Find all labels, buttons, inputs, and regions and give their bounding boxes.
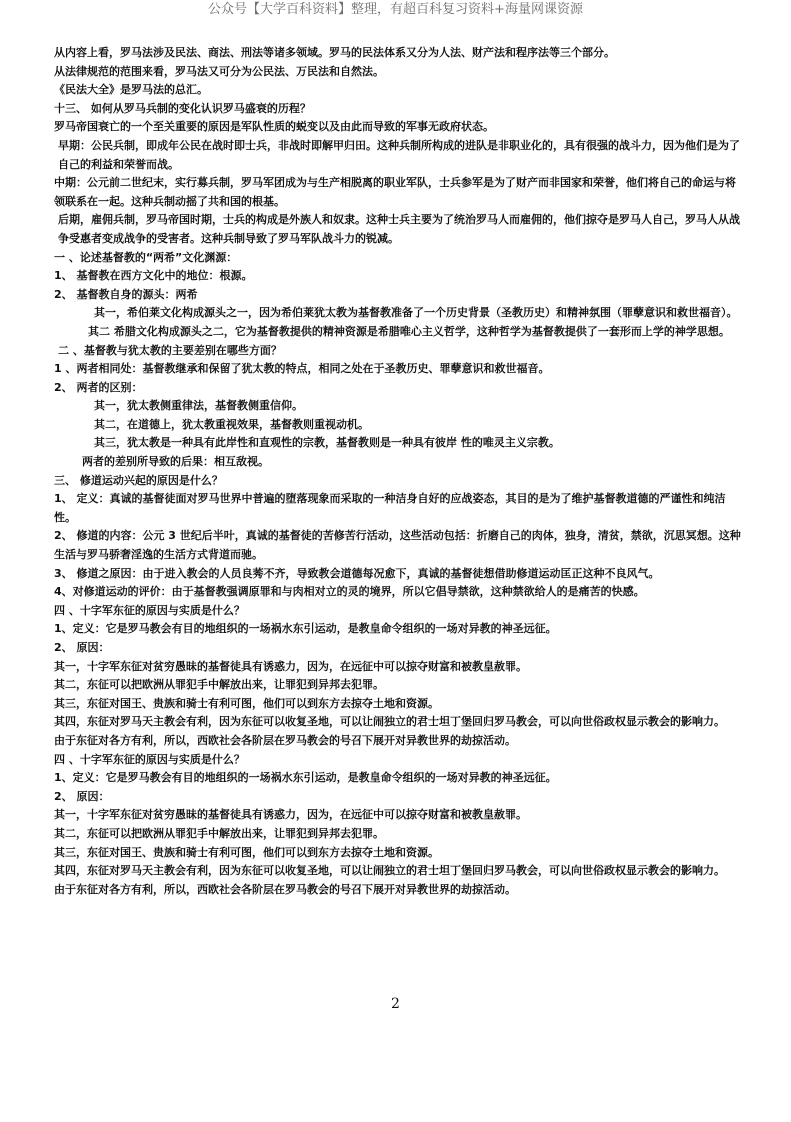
list-item: 2、 修道的内容：公元 3 世纪后半叶，真诚的基督徒的苦修苦行活动，这些活动包括：折磨自己的肉体，独身，清贫，禁欲，沉思冥想。这种生活与罗马骄奢淫逸的生活方式背道而驰。	[54, 529, 741, 562]
paragraph: 其一，希伯莱文化构成源头之一，因为希伯莱犹太教为基督教准备了一个历史背景（圣教历史）和精神氛围（罪孽意识和救世福音）。	[94, 306, 738, 320]
list-item: 1 、两者相同处：基督教继承和保留了犹太教的特点，相同之处在于圣教历史、罪孽意识和救世福音。	[54, 362, 550, 376]
list-item: 1、定义：它是罗马教会有目的地组织的一场祸水东引运动，是教皇命令组织的一场对异教的神圣远征。	[54, 771, 557, 785]
paragraph: 早期：公民兵制，即成年公民在战时即士兵，非战时即解甲归田。这种兵制所构成的进队是非职业化的，具有很强的战斗力，因为他们是为了自己的利益和荣誉而战。	[58, 138, 740, 171]
page-number: 2	[391, 996, 400, 1012]
paragraph: 其二，东征可以把欧洲从罪犯手中解放出来，让罪犯到异邦去犯罪。	[54, 826, 384, 840]
paragraph: 中期：公元前二世纪末，实行募兵制，罗马军团成为与生产相脱离的职业军队，士兵参军是为了财产而非国家和荣誉，他们将自己的命运与将领联系在一起。这种兵制动摇了共和国的根基。	[54, 176, 736, 208]
paragraph: 由于东征对各方有利，所以，西欧社会各阶层在罗马教会的号召下展开对异教世界的劫掠活动。	[54, 733, 516, 747]
list-item: 2、 两者的区别：	[54, 380, 143, 394]
page-header: 公众号【大学百科资料】整理，有超百科复习资料+海量网课资源	[208, 2, 583, 17]
section-heading: 十三、 如何从罗马兵制的变化认识罗马盛衰的历程？	[54, 101, 311, 115]
paragraph: 其二，东征可以把欧洲从罪犯手中解放出来，让罪犯到异邦去犯罪。	[54, 678, 384, 692]
section-heading: 一 、论述基督教的“两希”文化渊源：	[54, 250, 238, 264]
list-item: 2、 原因：	[54, 641, 110, 654]
paragraph: 后期，雇佣兵制，罗马帝国时期，士兵的构成是外族人和奴隶。这种士兵主要为了统治罗马人而雇佣的，他们掠夺是罗马人自己，罗马人从战争受惠者变成战争的受害者。这种兵制导致了罗马军队战斗力的锐减。	[58, 213, 740, 245]
list-item: 4、对修道运动的评价：由于基督教强调原罪和与肉相对立的灵的境界，所以它倡导禁欲，这种禁欲给人的是痛苦的快感。	[54, 585, 645, 599]
list-item: 3、 修道之原因：由于进入教会的人员良莠不齐，导致教会道德每况愈下，真诚的基督徒想借助修道运动匡正这种不良风气。	[54, 566, 660, 580]
paragraph: 《民法大全》是罗马法的总汇。	[54, 83, 208, 97]
paragraph: 其三，东征对国王、贵族和骑士有利可图，他们可以到东方去掠夺土地和资源。	[54, 845, 439, 859]
paragraph: 其四，东征对罗马天主教会有利，因为东征可以收复圣地，可以让闹独立的君士坦丁堡回归罗马教会，可以向世俗政权显示教会的影响力。	[54, 864, 725, 878]
paragraph: 其三，犹太教是一种具有此岸性和直观性的宗教，基督教则是一种具有彼岸 性的唯灵主义宗教。	[94, 436, 560, 450]
paragraph: 由于东征对各方有利，所以，西欧社会各阶层在罗马教会的号召下展开对异教世界的劫掠活动。	[54, 882, 516, 896]
list-item: 2、 原因：	[54, 789, 110, 803]
section-heading: 二 、基督教与犹太教的主要差别在哪些方面？	[58, 343, 282, 357]
paragraph: 其一，十字军东征对贫穷愚昧的基督徒具有诱惑力，因为，在远征中可以掠夺财富和被教皇赦罪。	[54, 659, 527, 673]
paragraph: 两者的差别所导致的后果：相互敌视。	[82, 455, 269, 469]
section-heading: 四 、十字军东征的原因与实质是什么？	[54, 603, 245, 617]
document-body	[54, 44, 744, 899]
list-item: 1、 定义：真诚的基督徒面对罗马世界中普遍的堕落现象而采取的一种洁身自好的应战姿态，其目的是为了维护基督教道德的严谨性和纯洁性。	[54, 492, 726, 524]
paragraph: 其一，十字军东征对贫穷愚昧的基督徒具有诱惑力，因为，在远征中可以掠夺财富和被教皇赦罪。	[54, 808, 527, 822]
section-heading: 四 、十字军东征的原因与实质是什么？	[54, 752, 245, 766]
paragraph: 其四，东征对罗马天主教会有利，因为东征可以收复圣地，可以让闹独立的君士坦丁堡回归罗马教会，可以向世俗政权显示教会的影响力。	[54, 715, 725, 729]
list-item: 1、定义：它是罗马教会有目的地组织的一场祸水东引运动，是教皇命令组织的一场对异教的神圣远征。	[54, 622, 557, 636]
paragraph: 从内容上看，罗马法涉及民法、商法、刑法等诸多领域。罗马的民法体系又分为人法、财产法和程序法等三个部分。	[54, 46, 615, 59]
paragraph: 其二，在道德上，犹太教重视效果，基督教则重视动机。	[94, 417, 369, 431]
list-item: 2、 基督教自身的源头：两希	[54, 287, 198, 301]
paragraph: 从法律规范的范围来看，罗马法又可分为公民法、万民法和自然法。	[54, 64, 384, 78]
section-heading: 三、 修道运动兴起的原因是什么？	[54, 473, 223, 487]
paragraph: 其一，犹太教侧重律法，基督教侧重信仰。	[94, 399, 303, 413]
paragraph: 其二 希腊文化构成源头之二，它为基督教提供的精神资源是希腊唯心主义哲学，这种哲学为基督教提供了一套形而上学的神学思想。	[88, 324, 730, 338]
paragraph: 其三，东征对国王、贵族和骑士有利可图，他们可以到东方去掠夺土地和资源。	[54, 696, 439, 710]
list-item: 1、 基督教在西方文化中的地位：根源。	[54, 269, 253, 283]
paragraph: 罗马帝国衰亡的一个至关重要的原因是军队性质的蜕变以及由此而导致的军事无政府状态。	[54, 120, 494, 134]
